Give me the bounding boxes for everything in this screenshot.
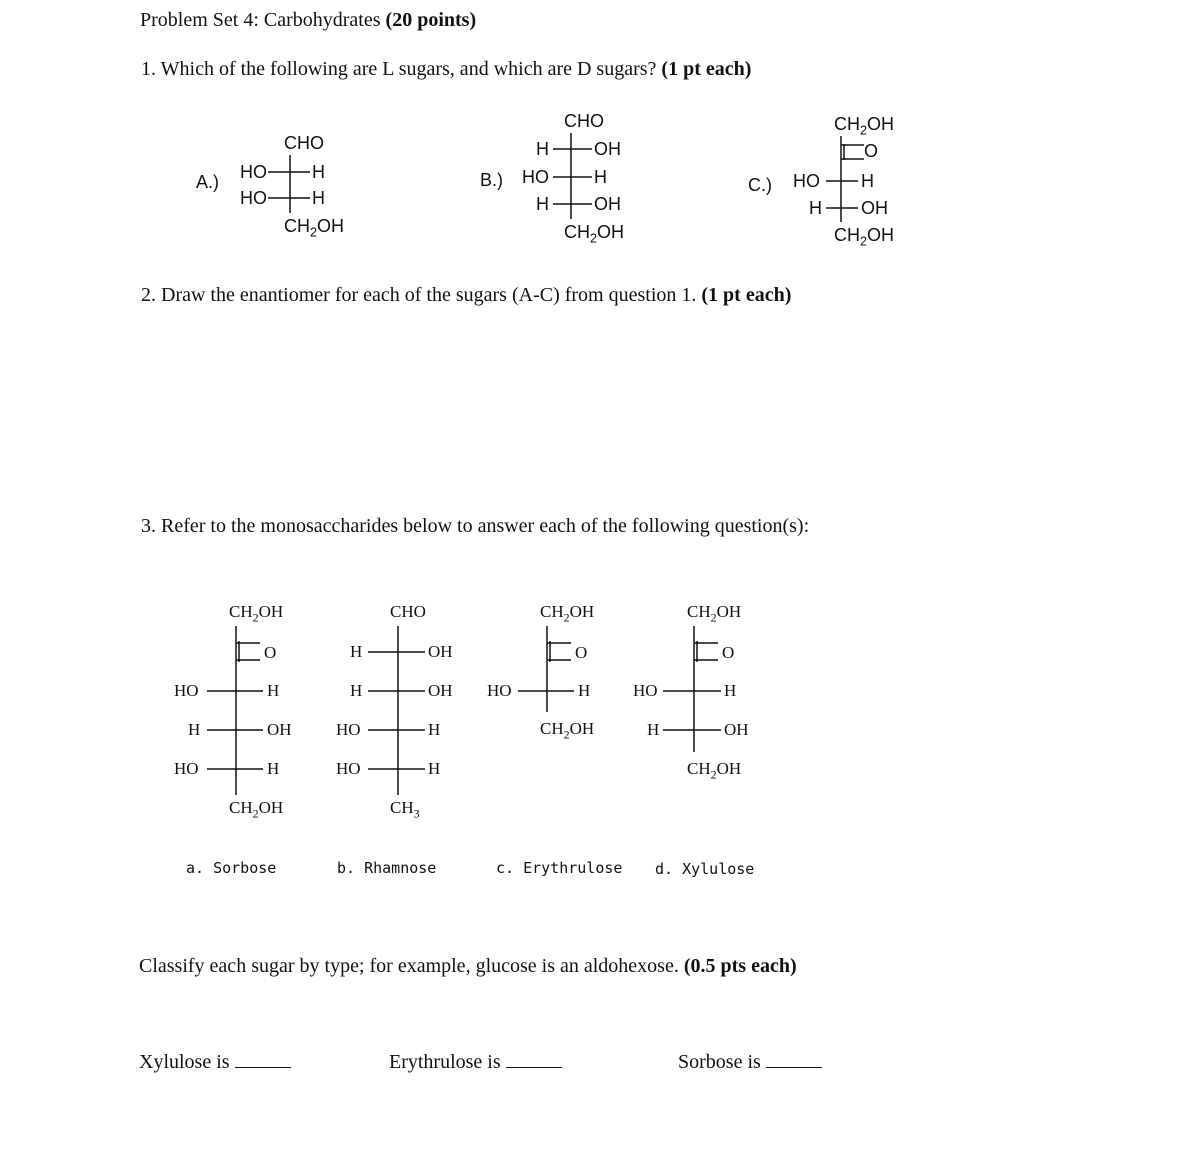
structure-b-row1-left: H	[536, 139, 549, 159]
sorbose-row1-left: HO	[174, 681, 199, 700]
question-3-number: 3.	[141, 515, 156, 537]
rhamnose-caption: b. Rhamnose	[337, 859, 437, 877]
sorbose-row3-right: H	[267, 759, 280, 778]
rhamnose-row4-left: HO	[336, 759, 361, 778]
answer-erythrulose	[389, 1049, 562, 1074]
rhamnose-row1-left: H	[350, 642, 363, 661]
structure-c-row1-right: H	[861, 171, 874, 191]
question-2-text: Draw the enantiomer for each of the sugars (A-C) from question 1.	[161, 284, 697, 306]
xylulose-caption: d. Xylulose	[655, 860, 755, 878]
xylulose-row1-right: H	[724, 681, 737, 700]
structure-c-carbonyl: O	[864, 141, 879, 161]
erythrulose-caption: c. Erythrulose	[496, 859, 623, 877]
erythrulose-top: $CH_2OH$	[540, 602, 595, 625]
question-2-number: 2.	[141, 284, 156, 306]
sorbose-row3-left: HO	[174, 759, 199, 778]
answer-sorbose	[678, 1049, 822, 1074]
question-1-number: 1.	[141, 58, 156, 80]
xylulose-top: $CH_2OH$	[687, 602, 742, 625]
answer-erythrulose-blank[interactable]	[506, 1049, 562, 1068]
structure-a-row2-right: H	[312, 188, 325, 208]
answer-xylulose-label: Xylulose is	[139, 1051, 230, 1073]
question-3-text: Refer to the monosaccharides below to answer each of the following question(s):	[161, 515, 810, 537]
structure-a-top: CHO	[284, 133, 324, 153]
erythrulose-row1-right: H	[578, 681, 591, 700]
structure-a-bottom: $CH_2OH$	[284, 216, 345, 240]
structure-a-label: A.)	[196, 172, 220, 192]
question-2-points: (1 pt each)	[701, 284, 792, 306]
rhamnose-row2-left: H	[350, 681, 363, 700]
answer-xylulose-blank[interactable]	[235, 1049, 291, 1068]
classify-instruction	[139, 955, 797, 978]
xylulose-bottom: $CH_2OH$	[687, 759, 742, 782]
structure-b-bottom: $CH_2OH$	[564, 222, 625, 246]
rhamnose-row4-right: H	[428, 759, 441, 778]
sorbose-top: $CH_2OH$	[229, 602, 284, 625]
question-1-text: Which of the following are L sugars, and which are D sugars?	[160, 58, 657, 80]
xylulose-carbonyl: O	[722, 643, 735, 662]
title-points: (20 points)	[385, 9, 477, 31]
structure-b-row3-right: OH	[594, 194, 621, 214]
structure-b-label: B.)	[480, 170, 504, 190]
sorbose-row1-right: H	[267, 681, 280, 700]
erythrulose-row1-left: HO	[487, 681, 512, 700]
sorbose-carbonyl: O	[264, 643, 277, 662]
xylulose-row2-left: H	[647, 720, 660, 739]
structure-b-row3-left: H	[536, 194, 549, 214]
erythrulose-bottom: $CH_2OH$	[540, 719, 595, 742]
structure-b-row2-right: H	[594, 167, 607, 187]
rhamnose-bottom: $CH_3$	[390, 798, 420, 821]
answer-xylulose	[139, 1049, 291, 1074]
sorbose-bottom: $CH_2OH$	[229, 798, 284, 821]
structure-a-row2-left: HO	[240, 188, 267, 208]
sorbose-caption: a. Sorbose	[186, 859, 277, 877]
sorbose-row2-left: H	[188, 720, 201, 739]
classify-points: (0.5 pts each)	[683, 955, 797, 977]
structure-b-row1-right: OH	[594, 139, 621, 159]
structure-c-row2-right: OH	[861, 198, 888, 218]
rhamnose-row2-right: OH	[428, 681, 453, 700]
answer-sorbose-label: Sorbose is	[678, 1051, 761, 1073]
question-3	[141, 515, 809, 538]
answer-erythrulose-label: Erythrulose is	[389, 1051, 501, 1073]
rhamnose-top: CHO	[390, 602, 426, 621]
xylulose-row2-right: OH	[724, 720, 749, 739]
rhamnose-row3-right: H	[428, 720, 441, 739]
xylulose-row1-left: HO	[633, 681, 658, 700]
rhamnose-row1-right: OH	[428, 642, 453, 661]
answer-sorbose-blank[interactable]	[766, 1049, 822, 1068]
erythrulose-carbonyl: O	[575, 643, 588, 662]
structure-c-row2-left: H	[809, 198, 822, 218]
sorbose-row2-right: OH	[267, 720, 292, 739]
question-1-points: (1 pt each)	[661, 58, 752, 80]
question-2	[141, 284, 791, 307]
structure-b-row2-left: HO	[522, 167, 549, 187]
structure-a-row1-left: HO	[240, 162, 267, 182]
structure-a-row1-right: H	[312, 162, 325, 182]
structure-b-top: CHO	[564, 111, 604, 131]
title-text: Problem Set 4: Carbohydrates	[140, 9, 381, 31]
structure-c-row1-left: HO	[793, 171, 820, 191]
rhamnose-row3-left: HO	[336, 720, 361, 739]
structure-c-top: $CH_2OH$	[834, 114, 895, 138]
structure-c-bottom: $CH_2OH$	[834, 225, 895, 249]
classify-text: Classify each sugar by type; for example, glucose is an aldohexose.	[139, 955, 679, 977]
structure-c-label: C.)	[748, 175, 772, 195]
